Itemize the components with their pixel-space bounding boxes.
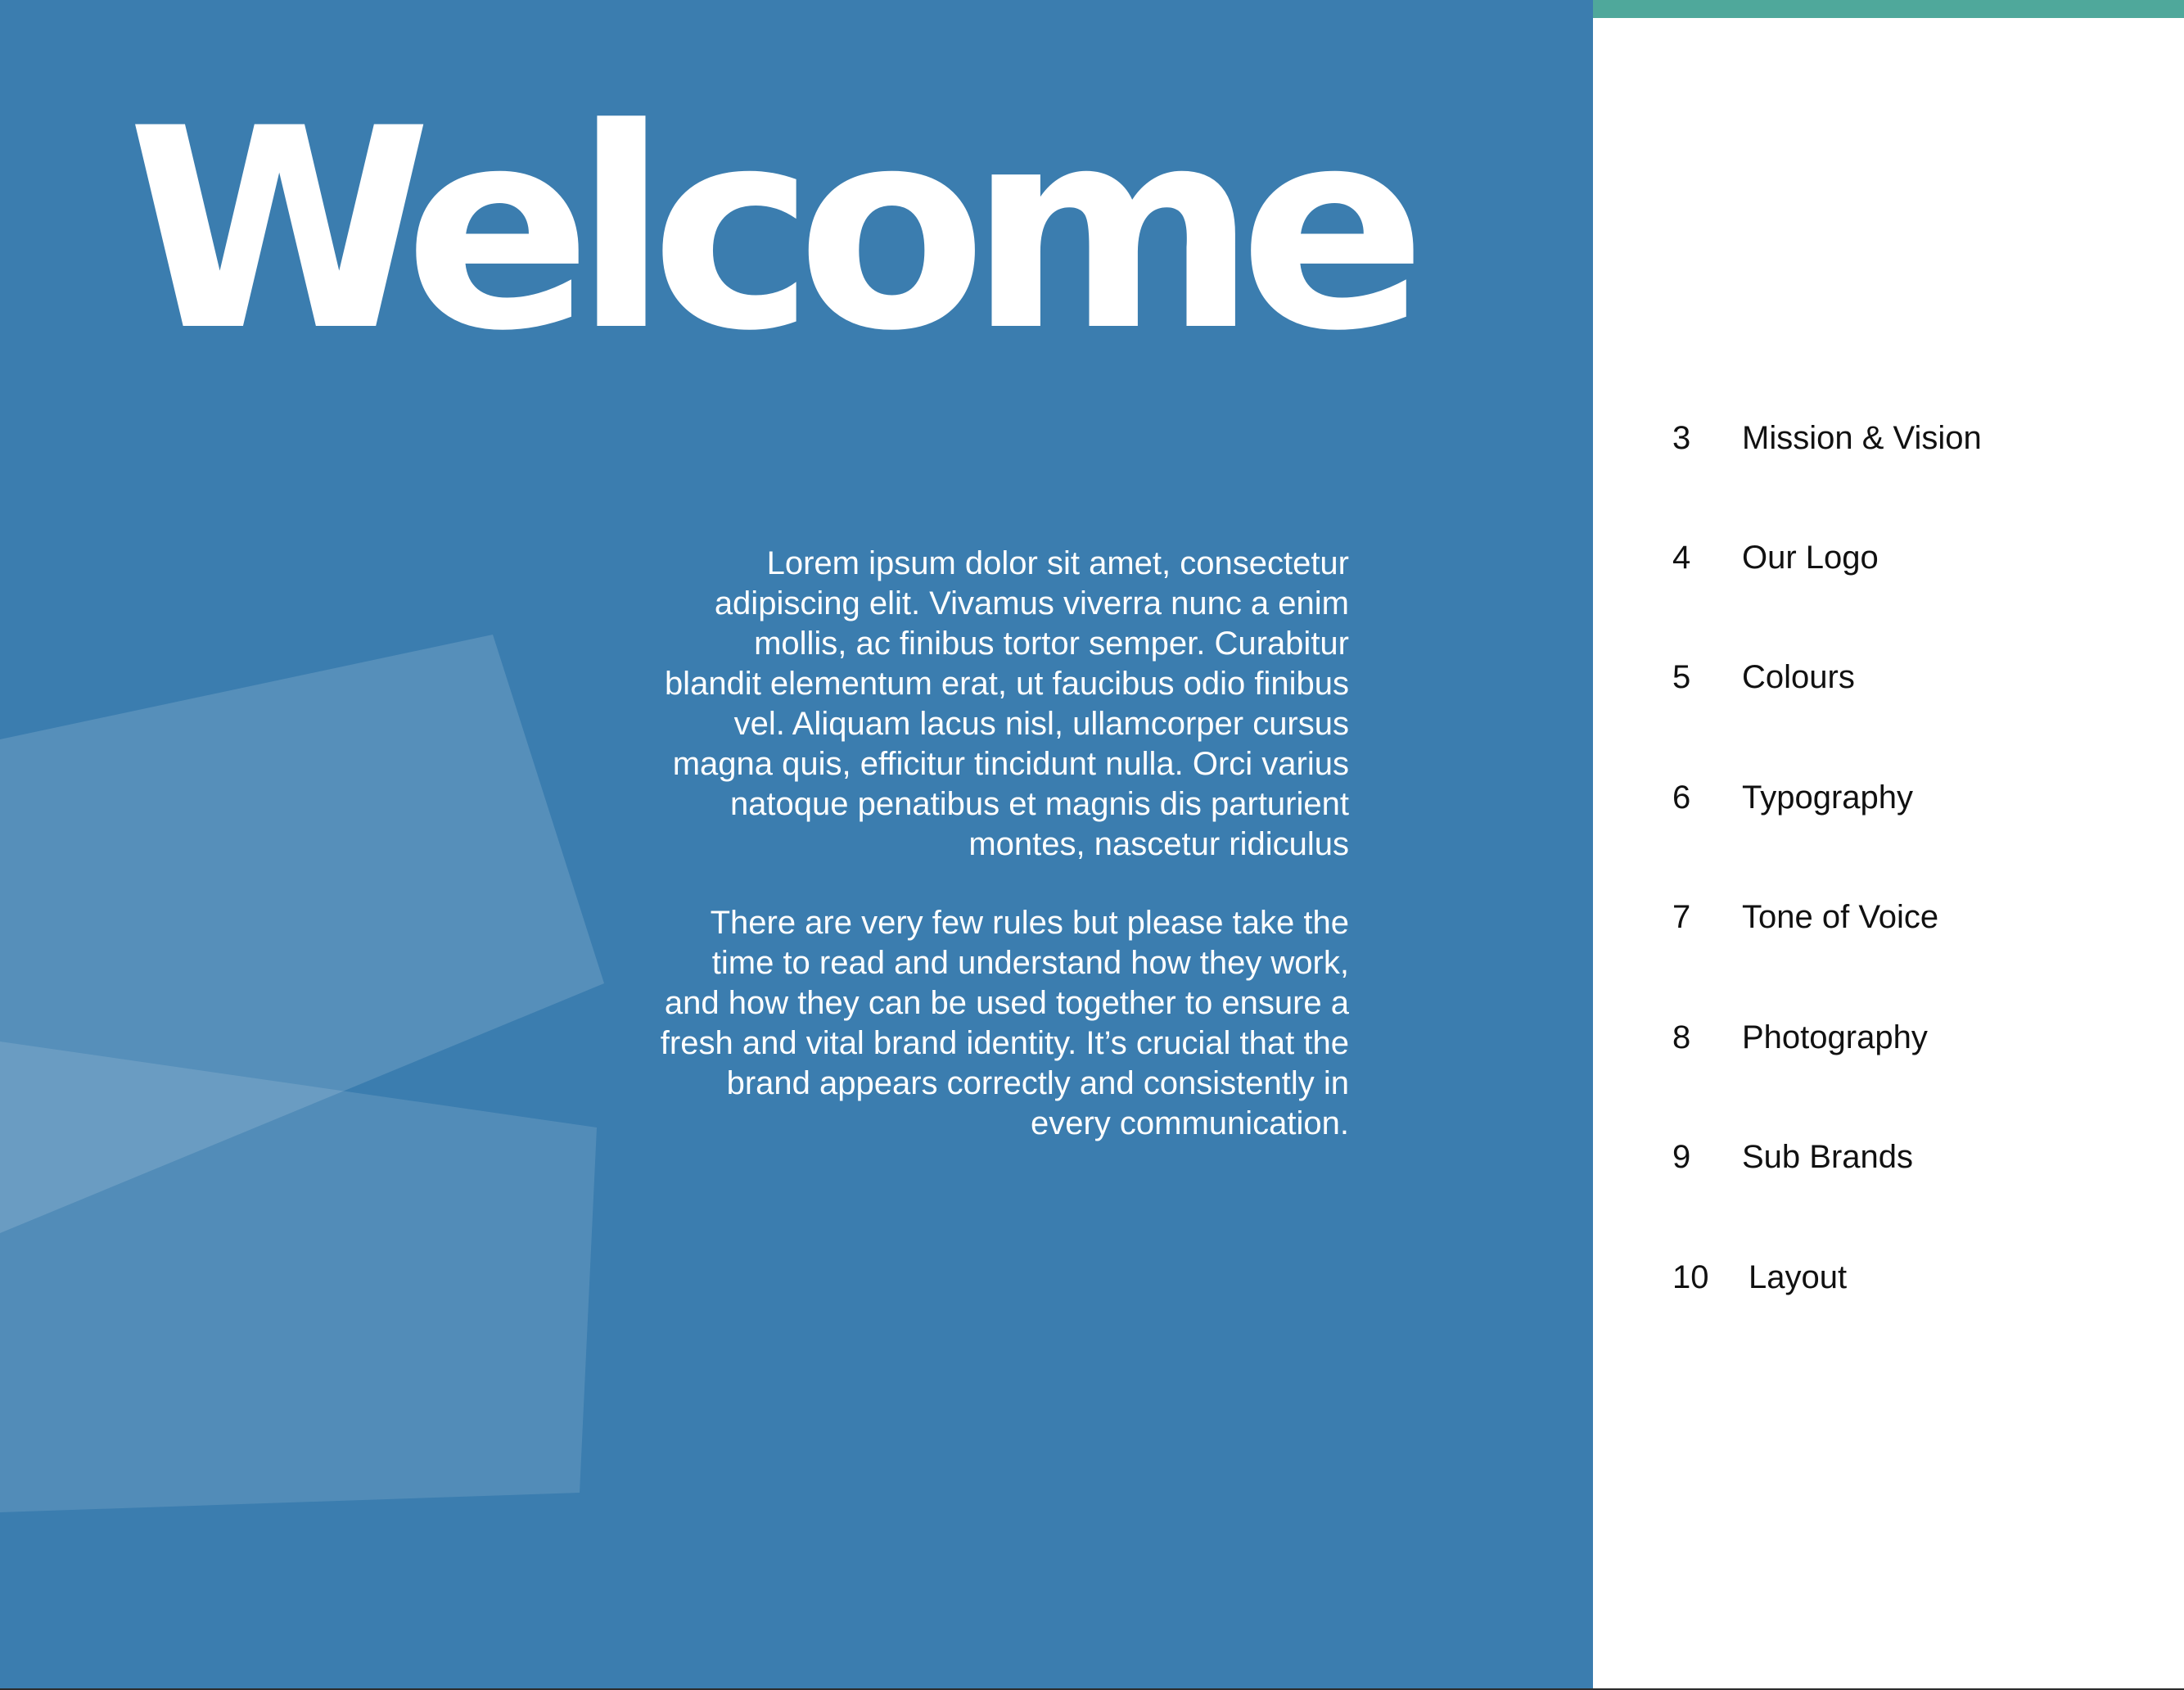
toc-page-number: 9 xyxy=(1672,1139,1691,1175)
toc-title: Photography xyxy=(1742,1019,1928,1055)
toc-title: Our Logo xyxy=(1742,540,1879,576)
toc-page-number: 5 xyxy=(1672,659,1691,695)
accent-bar xyxy=(1593,0,2184,18)
decorative-shape-lower xyxy=(0,1042,597,1512)
toc-page-number: 8 xyxy=(1672,1019,1691,1055)
toc-item-photography[interactable] xyxy=(1672,1014,2164,1060)
table-of-contents xyxy=(1593,0,2184,1688)
toc-title: Mission & Vision xyxy=(1742,420,1982,456)
toc-item-typography[interactable] xyxy=(1672,775,2164,820)
toc-title: Typography xyxy=(1742,779,1914,816)
toc-item-our-logo[interactable] xyxy=(1672,535,2164,581)
toc-item-colours[interactable] xyxy=(1672,654,2164,700)
toc-page-number: 4 xyxy=(1672,540,1691,576)
toc-page-number: 6 xyxy=(1672,779,1691,816)
toc-page-number: 7 xyxy=(1672,899,1691,935)
toc-page-number: 3 xyxy=(1672,420,1691,456)
toc-item-mission-vision[interactable] xyxy=(1672,415,2164,461)
toc-item-tone-of-voice[interactable] xyxy=(1672,894,2164,940)
toc-item-sub-brands[interactable] xyxy=(1672,1134,2164,1180)
toc-title: Layout xyxy=(1749,1259,1848,1295)
intro-paragraph: There are very few rules but please take the time to read and understand how they work, and how they can be used together to ensure a fresh and vital brand identity. It’s crucial that the brand appears correctly and consistently in every communication. xyxy=(660,905,1349,1141)
toc-title: Tone of Voice xyxy=(1742,899,1939,935)
welcome-title: Welcome xyxy=(127,69,1409,391)
toc-item-layout[interactable] xyxy=(1672,1254,2164,1300)
intro-paragraph: Lorem ipsum dolor sit amet, consectetur adipiscing elit. Vivamus viverra nunc a enim mollis, ac finibus tortor semper. Curabitur blandit elementum erat, ut faucibus odio finibus vel. Aliquam lacus nisl, ullamcorper cursus magna quis, efficitur tincidunt nulla. Orci varius natoque penatibus et magnis dis parturient montes, nascetur ridiculus xyxy=(664,545,1349,862)
toc-title: Sub Brands xyxy=(1742,1139,1914,1175)
intro-text xyxy=(655,544,1349,1182)
toc-title: Colours xyxy=(1742,659,1855,695)
toc-page-number: 10 xyxy=(1672,1259,1709,1295)
